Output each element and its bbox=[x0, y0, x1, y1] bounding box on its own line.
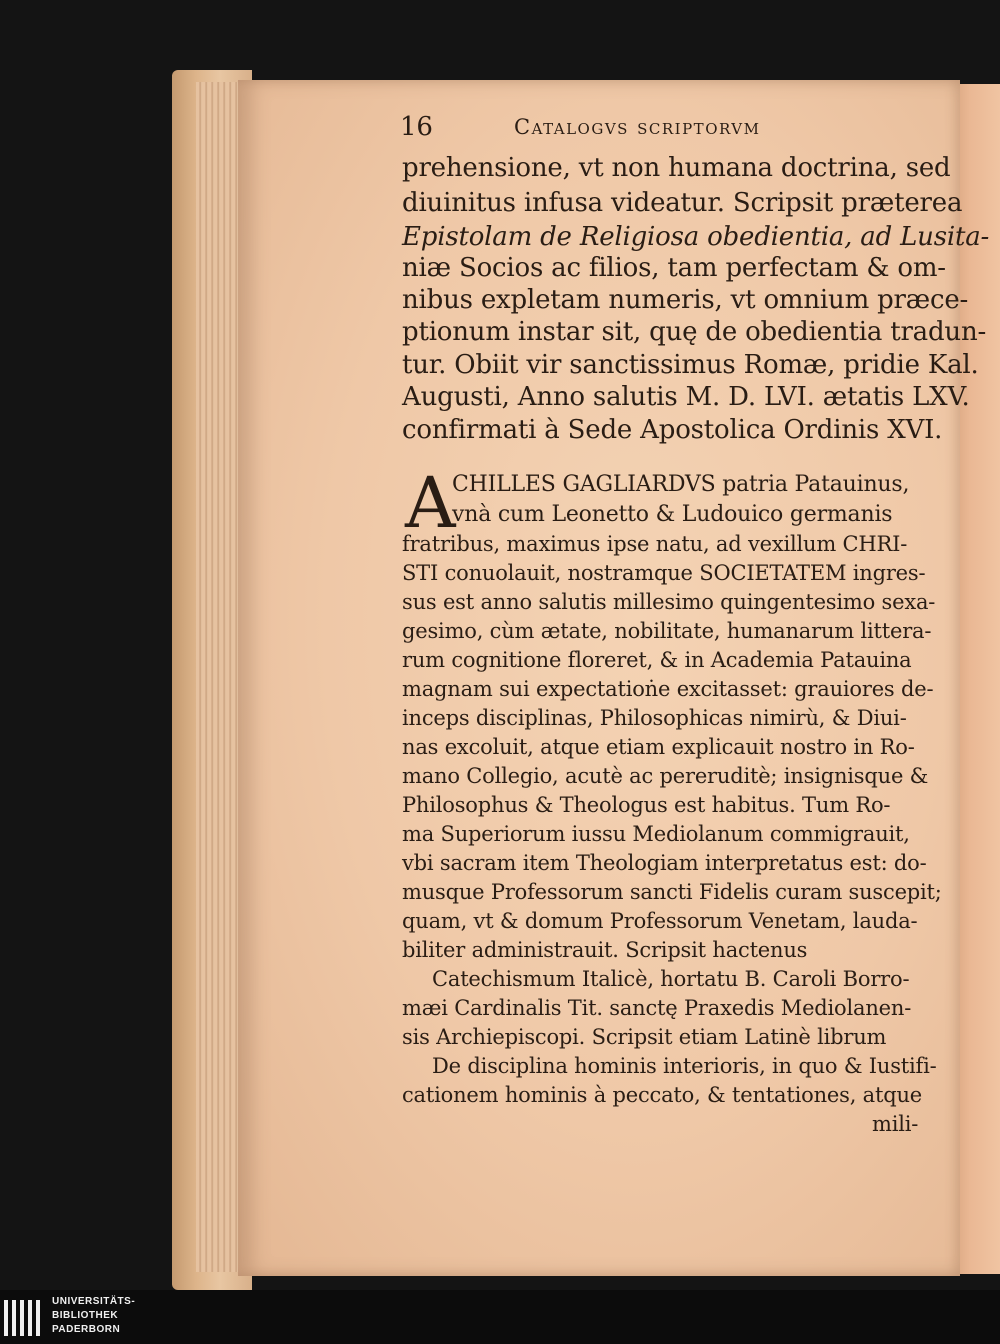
entry-line: De disciplina hominis interioris, in quo & Iustifi- bbox=[432, 1054, 937, 1078]
library-name-line: PADERBORN bbox=[52, 1324, 121, 1335]
text-line: tur. Obiit vir sanctissimus Romæ, pridie Kal. bbox=[402, 350, 979, 380]
entry-line: Philosophus & Theologus est habitus. Tum Ro- bbox=[402, 793, 891, 817]
entry-line: cationem hominis à peccato, & tentationes, atque bbox=[402, 1083, 923, 1107]
text-line: nibus expletam numeris, vt omnium præce- bbox=[402, 285, 969, 315]
text-line: Epistolam de Religiosa obedientia, ad Lusita- bbox=[402, 222, 990, 252]
entry-line: vbi sacram item Theologiam interpretatus est: do- bbox=[402, 851, 927, 875]
page-number: 16 bbox=[400, 112, 433, 142]
library-name-line: UNIVERSITÄTS- bbox=[52, 1296, 136, 1307]
library-footer bbox=[0, 1290, 1000, 1344]
text-line: ptionum instar sit, quę de obedientia tradun- bbox=[402, 317, 987, 347]
entry-line: inceps disciplinas, Philosophicas nimirù, & Diui- bbox=[402, 706, 907, 730]
entry-line: gesimo, cùm ætate, nobilitate, humanarum littera- bbox=[402, 619, 932, 643]
text-line: Augusti, Anno salutis M. D. LVI. ætatis LXV. bbox=[402, 382, 970, 412]
entry-line: Catechismum Italicè, hortatu B. Caroli Borro- bbox=[432, 967, 910, 991]
text-line: diuinitus infusa videatur. Scripsit præterea bbox=[402, 188, 963, 218]
entry-line: biliter administrauit. Scripsit hactenus bbox=[402, 938, 808, 962]
text-line: niæ Socios ac filios, tam perfectam & om- bbox=[402, 253, 946, 283]
running-title: Catalogvs scriptorvm bbox=[514, 115, 761, 139]
library-logo-icon bbox=[2, 1296, 44, 1340]
library-name-line: BIBLIOTHEK bbox=[52, 1310, 119, 1321]
entry-line: ma Superiorum iussu Mediolanum commigrauit, bbox=[402, 822, 910, 846]
entry-line: musque Professorum sancti Fidelis curam suscepit; bbox=[402, 880, 942, 904]
entry-line: sis Archiepiscopi. Scripsit etiam Latinè librum bbox=[402, 1025, 887, 1049]
entry-line: rum cognitione floreret, & in Academia Patauina bbox=[402, 648, 912, 672]
entry-line: CHILLES GAGLIARDVS patria Patauinus, bbox=[452, 472, 910, 497]
entry-line: magnam sui expectatioṅe excitasset: grauiores de- bbox=[402, 677, 934, 701]
entry-line: nas excoluit, atque etiam explicauit nostro in Ro- bbox=[402, 735, 915, 759]
drop-cap: A bbox=[405, 462, 456, 544]
catchword: mili- bbox=[872, 1112, 919, 1136]
entry-line: sus est anno salutis millesimo quingentesimo sexa- bbox=[402, 590, 936, 614]
entry-line: vnà cum Leonetto & Ludouico germanis bbox=[452, 502, 893, 527]
entry-line: fratribus, maximus ipse natu, ad vexillum CHRI- bbox=[402, 532, 908, 556]
entry-line: mano Collegio, acutè ac pereruditè; insignisque & bbox=[402, 764, 929, 788]
entry-line: STI conuolauit, nostramque SOCIETATEM ingres- bbox=[402, 561, 926, 585]
text-line: confirmati à Sede Apostolica Ordinis XVI. bbox=[402, 415, 943, 445]
text-line: prehensione, vt non humana doctrina, sed bbox=[402, 153, 951, 183]
entry-line: quam, vt & domum Professorum Venetam, lauda- bbox=[402, 909, 918, 933]
entry-line: mæi Cardinalis Tit. sanctę Praxedis Mediolanen- bbox=[402, 996, 912, 1020]
